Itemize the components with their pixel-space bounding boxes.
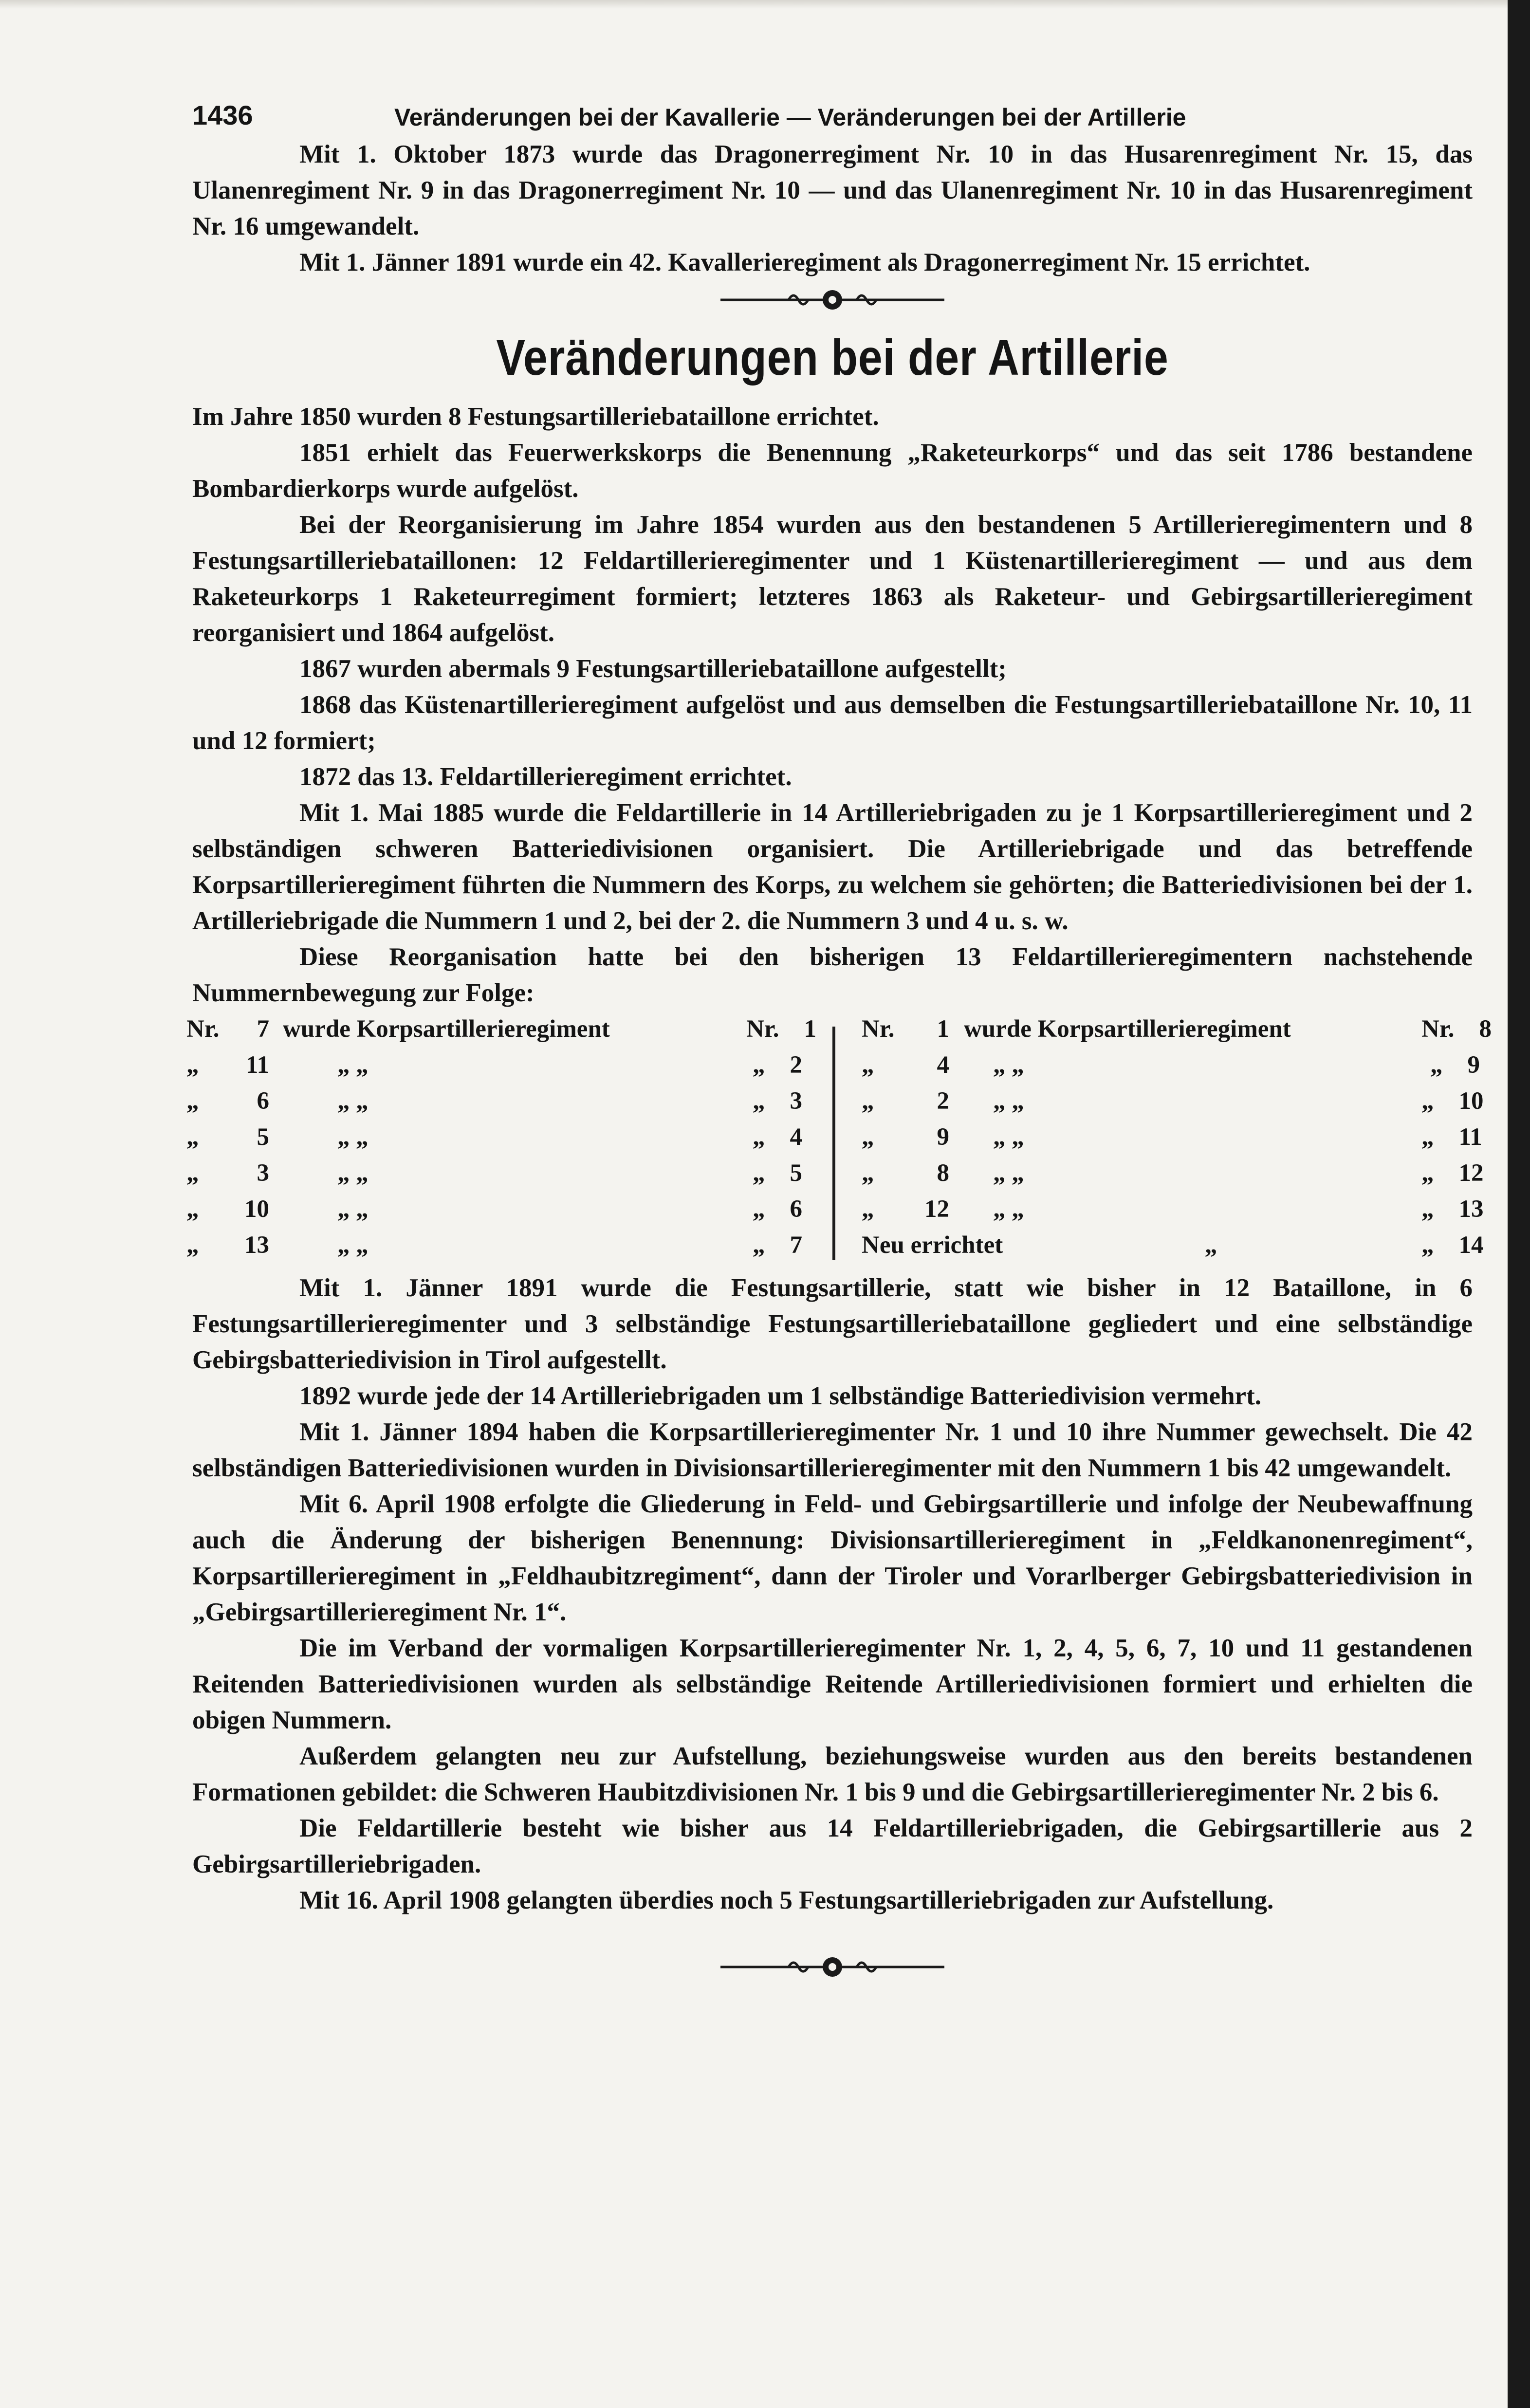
table-row (862, 1123, 1485, 1159)
row-text: „ „ (337, 1232, 369, 1259)
row-to-prefix: „ (1421, 1123, 1434, 1151)
row-prefix: „ (186, 1123, 199, 1151)
row-to-prefix: Nr. (746, 1015, 779, 1043)
row-to-prefix: „ (753, 1159, 765, 1187)
row-to-number: 13 (1458, 1195, 1484, 1223)
row-from-number: 1 (937, 1015, 949, 1043)
row-text: „ (1205, 1232, 1217, 1259)
section-title: Veränderungen bei der Artillerie (496, 330, 1169, 386)
intro-paragraph: Mit 1. Oktober 1873 wurde das Dragonerregiment Nr. 10 in das Husarenregiment Nr. 15, das Ulanenregiment Nr. 9 in das Dragonerregiment Nr. 10 — und das Ulanenregiment Nr. 10 in das Husarenregiment Nr. 16 umgewandelt. (192, 140, 1473, 240)
body-paragraph: Diese Reorganisation hatte bei den bisherigen 13 Feldartillerieregimentern nachstehende Nummernbewegung zur Folge: (192, 943, 1473, 1007)
row-prefix: „ (186, 1051, 199, 1079)
row-text: „ „ (337, 1051, 369, 1079)
scan-top-shadow (0, 0, 1530, 9)
body-paragraph: Bei der Reorganisierung im Jahre 1854 wurden aus den bestandenen 5 Artillerieregimentern und 8 Festungsartilleriebataillonen: 12 Feldartillerieregimenter und 1 Küstenartillerieregiment — und aus dem Raketeurkorps 1 Raketeurregiment formiert; letzteres 1863 als Raketeur- und Gebirgsartillerieregiment reorganisiert und 1864 aufgelöst. (192, 511, 1473, 647)
body-paragraph: Außerdem gelangten neu zur Aufstellung, beziehungsweise wurden aus den bereits bestandenen Formationen gebildet: die Schweren Haubitzdivisionen Nr. 1 bis 9 und die Gebirgsartillerieregimenter Nr. 2 bis 6. (192, 1742, 1473, 1806)
row-text: wurde Korpsartillerieregiment (283, 1015, 610, 1043)
row-from-number: 10 (244, 1195, 269, 1223)
row-prefix: „ (186, 1232, 199, 1259)
row-prefix: „ (186, 1159, 199, 1187)
table-left-half (186, 1015, 817, 1267)
table-row (186, 1051, 810, 1087)
page-content (186, 92, 1492, 1982)
body-paragraph: 1872 das 13. Feldartillerieregiment errichtet. (299, 763, 792, 791)
body-paragraph: Mit 1. Jänner 1891 wurde die Festungsartillerie, statt wie bisher in 12 Bataillone, in 6 Festungsartillerieregimenter und 3 selbständige Festungsartilleriebataillone gegliedert und eine selbständige Gebirgsbatteriedivision in Tirol aufgestellt. (192, 1274, 1473, 1374)
table-row (862, 1015, 1492, 1051)
row-from-number: 7 (257, 1015, 269, 1043)
table-row (186, 1087, 810, 1123)
row-to-prefix: „ (753, 1232, 765, 1259)
table-row (186, 1195, 810, 1231)
row-to-number: 10 (1458, 1087, 1484, 1115)
table-row (862, 1051, 1485, 1087)
row-from-number: 5 (257, 1123, 269, 1151)
row-text: „ „ (337, 1123, 369, 1151)
renumbering-table (186, 1015, 1492, 1268)
row-prefix: Nr. (186, 1015, 220, 1043)
row-to-prefix: „ (753, 1123, 765, 1151)
row-to-number: 1 (804, 1015, 817, 1043)
row-from-number: 12 (924, 1195, 949, 1223)
row-to-prefix: „ (753, 1195, 765, 1223)
table-row (186, 1123, 810, 1159)
ornament-divider-icon (720, 285, 944, 314)
row-to-number: 14 (1458, 1232, 1484, 1259)
body-paragraph: Die im Verband der vormaligen Korpsartillerieregimenter Nr. 1, 2, 4, 5, 6, 7, 10 und 11 gestandenen Reitenden Batteriedivisionen wurden als selbständige Reitende Artilleriedivisionen formiert und erhielten die obigen Nummern. (192, 1634, 1473, 1734)
row-text: „ „ (993, 1159, 1024, 1187)
row-from-number: 3 (257, 1159, 269, 1187)
row-from-number: 11 (245, 1051, 269, 1079)
body-paragraph: Mit 16. April 1908 gelangten überdies noch 5 Festungsartilleriebrigaden zur Aufstellung. (299, 1886, 1274, 1914)
row-text: „ „ (337, 1159, 369, 1187)
row-prefix: „ (186, 1195, 199, 1223)
row-prefix: „ (862, 1159, 874, 1187)
row-to-number: 6 (790, 1195, 802, 1223)
row-to-number: 3 (790, 1087, 802, 1115)
row-from-number: 13 (244, 1232, 269, 1259)
row-to-prefix: Nr. (1421, 1015, 1455, 1043)
table-row (862, 1195, 1485, 1231)
row-prefix: Nr. (862, 1015, 895, 1043)
running-title: Veränderungen bei der Kavallerie — Veränderungen bei der Artillerie (394, 104, 1186, 131)
row-text: „ „ (993, 1123, 1024, 1151)
table-row (862, 1087, 1485, 1123)
row-from-number: 9 (937, 1123, 949, 1151)
row-prefix: „ (862, 1087, 874, 1115)
table-column-divider (832, 1027, 835, 1260)
row-from-number: Neu errichtet (862, 1232, 1003, 1259)
table-row (186, 1015, 817, 1051)
table-row (186, 1159, 810, 1195)
row-from-number: 4 (937, 1051, 949, 1079)
row-text: „ „ (993, 1195, 1024, 1223)
body-paragraph: Im Jahre 1850 wurden 8 Festungsartilleriebataillone errichtet. (192, 403, 879, 431)
row-text: „ „ (337, 1087, 369, 1115)
running-head (192, 92, 1473, 136)
body-paragraph: 1851 erhielt das Feuerwerkskorps die Benennung „Raketeurkorps“ und das seit 1786 bestandene Bombardierkorps wurde aufgelöst. (192, 439, 1473, 503)
row-from-number: 8 (937, 1159, 949, 1187)
row-prefix: „ (186, 1087, 199, 1115)
row-to-prefix: „ (1430, 1051, 1443, 1079)
page-number: 1436 (192, 100, 253, 130)
row-prefix: „ (862, 1123, 874, 1151)
row-to-number: 2 (790, 1051, 802, 1079)
ornament-divider-icon (720, 1952, 944, 1982)
row-prefix: „ (862, 1195, 874, 1223)
row-to-number: 9 (1467, 1051, 1480, 1079)
row-to-prefix: „ (1421, 1159, 1434, 1187)
body-paragraph: 1868 das Küstenartillerieregiment aufgelöst und aus demselben die Festungsartilleriebataillone Nr. 10, 11 und 12 formiert; (192, 691, 1473, 755)
body-paragraph: Mit 6. April 1908 erfolgte die Gliederung in Feld- und Gebirgsartillerie und infolge der Neubewaffnung auch die Änderung der bisherigen Benennung: Divisionsartillerieregiment in „Feldkanonenregiment“, Korpsartillerieregiment in „Feldhaubitzregiment“, dann der Tiroler und Vorarlberger Gebirgsbatteriedivision in „Gebirgsartillerieregiment Nr. 1“. (192, 1490, 1473, 1626)
row-to-number: 12 (1458, 1159, 1484, 1187)
table-row (862, 1159, 1485, 1195)
body-paragraph: 1867 wurden abermals 9 Festungsartilleriebataillone aufgestellt; (299, 655, 1007, 683)
row-to-number: 11 (1458, 1123, 1482, 1151)
row-text: „ „ (337, 1195, 369, 1223)
row-to-prefix: „ (753, 1051, 765, 1079)
row-to-prefix: „ (753, 1087, 765, 1115)
row-from-number: 2 (937, 1087, 949, 1115)
row-to-prefix: „ (1421, 1232, 1434, 1259)
table-row (862, 1231, 1485, 1267)
scan-right-edge (1508, 0, 1530, 2408)
body-paragraph: Mit 1. Mai 1885 wurde die Feldartillerie in 14 Artilleriebrigaden zu je 1 Korpsartillerieregiment und 2 selbständigen schweren Batteriedivisionen organisiert. Die Artilleriebrigade und das betreffende Korpsartillerieregiment führten die Nummern des Korps, zu welchem sie gehörten; die Batteriedivisionen bei der 1. Artilleriebrigade die Nummern 1 und 2, bei der 2. die Nummern 3 und 4 u. s. w. (192, 799, 1473, 935)
row-to-number: 8 (1479, 1015, 1492, 1043)
row-to-number: 4 (790, 1123, 802, 1151)
table-row (186, 1231, 810, 1267)
intro-paragraph: Mit 1. Jänner 1891 wurde ein 42. Kavallerieregiment als Dragonerregiment Nr. 15 errichtet. (299, 248, 1310, 276)
body-paragraph: 1892 wurde jede der 14 Artilleriebrigaden um 1 selbständige Batteriedivision vermehrt. (299, 1382, 1261, 1410)
body-paragraph: Mit 1. Jänner 1894 haben die Korpsartillerieregimenter Nr. 1 und 10 ihre Nummer gewechselt. Die 42 selbständigen Batteriedivisionen wurden in Divisionsartillerieregimenter mit den Nummern 1 bis 42 umgewandelt. (192, 1418, 1473, 1482)
row-text: wurde Korpsartillerieregiment (964, 1015, 1291, 1043)
row-from-number: 6 (257, 1087, 269, 1115)
row-text: „ „ (993, 1087, 1024, 1115)
body-paragraph: Die Feldartillerie besteht wie bisher aus 14 Feldartilleriebrigaden, die Gebirgsartillerie aus 2 Gebirgsartilleriebrigaden. (192, 1814, 1473, 1878)
row-to-number: 5 (790, 1159, 802, 1187)
row-to-prefix: „ (1421, 1087, 1434, 1115)
row-text: „ „ (993, 1051, 1024, 1079)
row-to-prefix: „ (1421, 1195, 1434, 1223)
row-to-number: 7 (790, 1232, 802, 1259)
table-right-half (862, 1015, 1492, 1267)
row-prefix: „ (862, 1051, 874, 1079)
